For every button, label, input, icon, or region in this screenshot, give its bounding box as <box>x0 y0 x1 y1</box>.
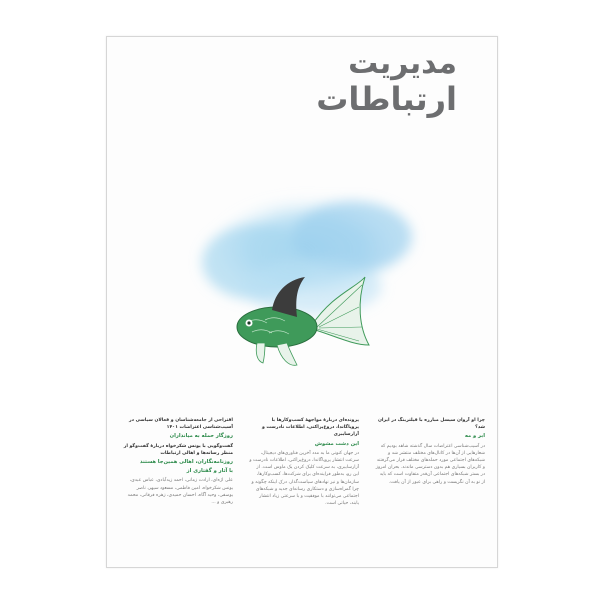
right-intro: چرا او آروان سیسل مبارزه با فیلترینگ در ایران شد؟ <box>377 418 485 431</box>
magazine-cover <box>106 36 498 568</box>
left-heading-2: روزنامه‌نگاران، اهالی همین‌جا هستند <box>139 459 233 466</box>
masthead-line-2: ارتباطات <box>316 80 457 118</box>
middle-body: در جهان کنونی ما به مدد آخرین فناوری‌های دیجیتال، سرعت انتشار پروپاگاندا، دروغ‌پراکنی، اطلاعات نادرست و آزارسایبری، به سرعت کلیک کردن یک ماوس است. از این رو، به‌طور فزاینده‌ای برای شرکت‌ها، کسب‌وکارها، سازمان‌ها و نیز نهادهای سیاست‌گذار، درک اینکه چگونه و چرا گمراه‌سازی و دستکاری رسانه‌ای جدید و شبکه‌های اجتماعی می‌توانند با موفقیت و با سرعتی زیاد انتشار یابند، حیاتی است. <box>249 450 359 507</box>
left-contributors: علی اژه‌ای، ارادت زمانی، احمد زیدآبادی، عباس عبدی، یونس شکرخواه، امین فاطمی، مسعود سپهر، ناصر یوسفی، وحید آگاه، احسان حمیدی، زهره فرقانی، محمد رهبری و ... <box>127 478 233 506</box>
middle-intro: پرونده‌ای دربارهٔ مواجههٔ کسب‌وکارها با پروپاگاندا، دروغ‌پراکنی، اطلاعات نادرست و آزارسایبری <box>261 418 359 438</box>
cover-illustration <box>107 177 497 397</box>
column-middle <box>249 417 359 567</box>
left-intro-2: گفت‌وگویی با یونس شکرخواه دربارهٔ گفت‌وگو از منظر رسانه‌ها و اهالی ارتباطات <box>123 443 233 456</box>
watercolor-cloud <box>202 197 412 315</box>
masthead-line-1: مدیریت <box>348 46 457 81</box>
column-right <box>375 417 485 567</box>
left-heading-1: روزگار حمله به میانداران <box>169 433 233 440</box>
left-intro: اقتراحی از جامعه‌شناسان و فعالان سیاسی در آسیب‌شناسی اعتراضات ۱۴۰۱ <box>128 418 233 431</box>
masthead-title <box>257 46 457 118</box>
right-heading: ابر و مه <box>464 433 485 440</box>
right-body: در آسیب‌شناسی اعتراضات سال گذشته شاهد بودیم که شعارهایی از آن‌ها در کانال‌های مختلف منتشر شد و شبکه‌های اجتماعی مورد حمله‌های مختلف قرار می‌گرفتند و کاربران بسیاری هم بدون دسترسی ماندند. بحران امروز در بستر شبکه‌های اجتماعی آن‌قدر متفاوت است که باید از نو به آن نگریست و راهی برای عبور از آن یافت. <box>375 443 485 485</box>
left-heading-3: با آثار و گفتاری از <box>186 468 233 475</box>
column-left <box>123 417 233 567</box>
middle-heading: این دشت مشوش <box>314 440 359 447</box>
